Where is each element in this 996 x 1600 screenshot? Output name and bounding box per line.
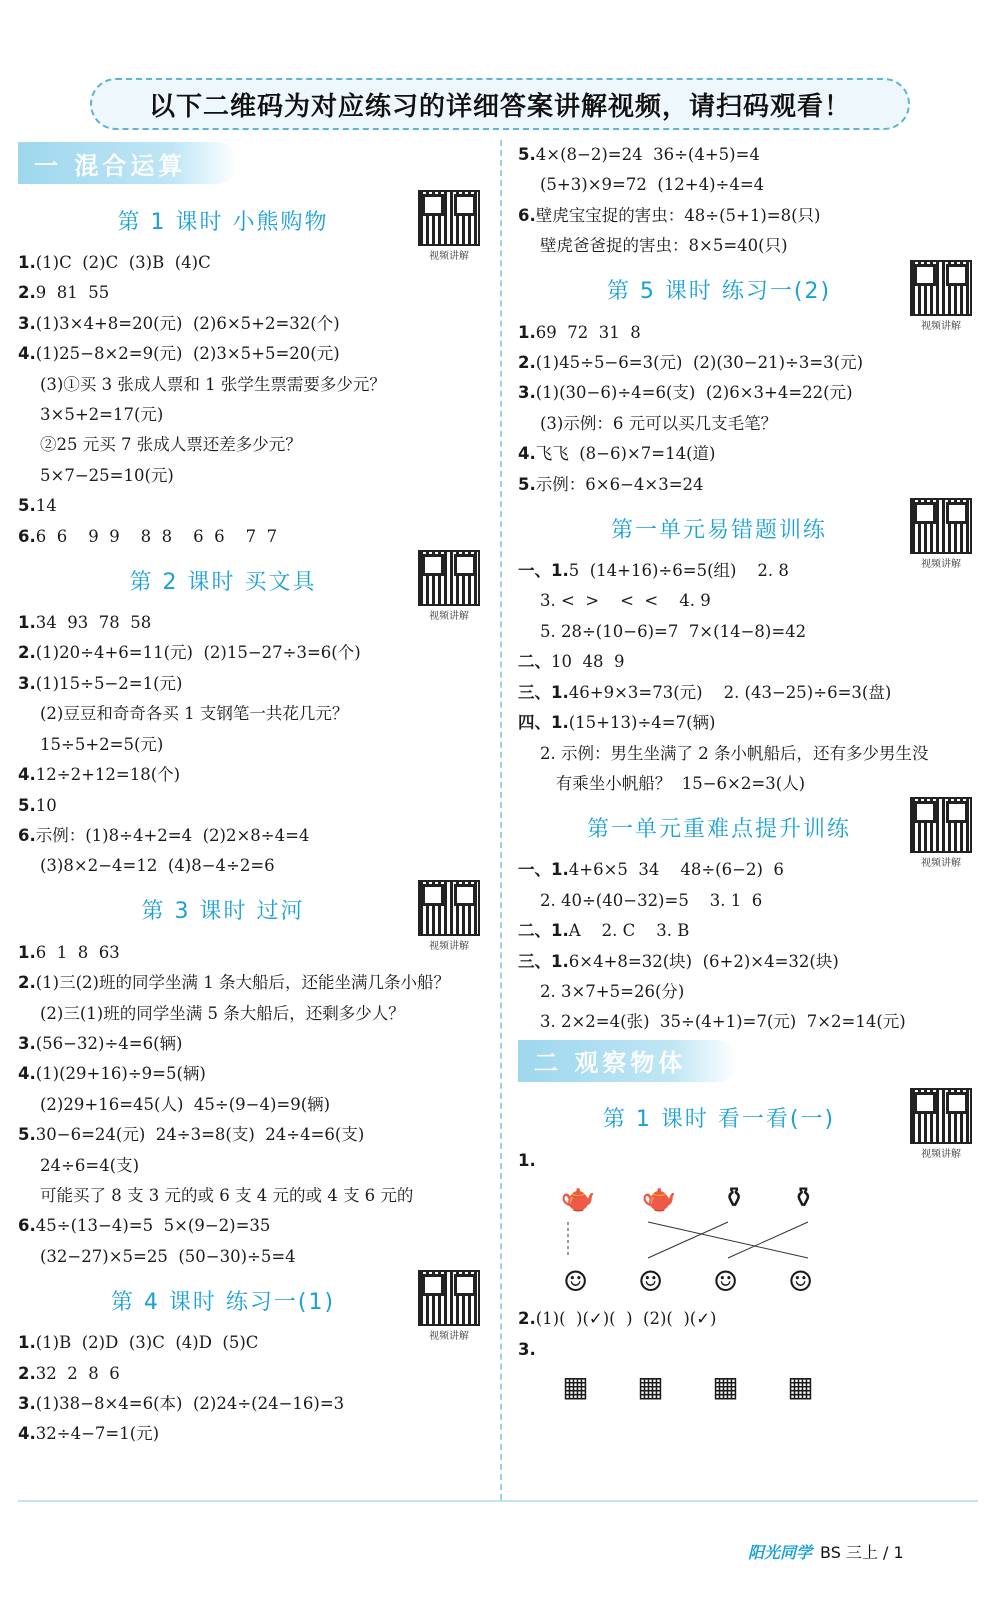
answer-text: (1)(29+16)÷9=5(辆) <box>35 1064 206 1084</box>
qr-code[interactable] <box>418 550 480 623</box>
question-number: 3. <box>18 1394 36 1413</box>
answer-text: 5×7−25=10(元) <box>40 465 174 485</box>
answer-line <box>18 309 488 339</box>
qr-code-icon <box>910 498 972 554</box>
qr-code-icon <box>418 550 480 606</box>
answer-list <box>18 248 488 552</box>
question-number: 2. <box>18 1363 36 1383</box>
question-number: 4. <box>18 765 36 785</box>
answer-text: 6 1 8 63 <box>35 942 120 962</box>
question-number: 4. <box>18 1064 36 1084</box>
answer-text: (1)B (2)D (3)C (4)D (5)C <box>35 1333 259 1353</box>
answer-text: 32 2 8 6 <box>35 1363 120 1383</box>
question-number: 4. <box>18 344 36 364</box>
lesson-title: 第 5 课时 练习一(2) <box>606 279 832 305</box>
qr-code[interactable] <box>418 190 480 260</box>
qr-code-icon <box>418 190 480 246</box>
answer-line <box>18 522 488 552</box>
answer-text: 9 81 55 <box>35 283 110 303</box>
answer-text: 24÷6=4(支) <box>40 1155 140 1175</box>
answer-text: (1)38−8×4=6(本) (2)24÷(24−16)=3 <box>35 1394 345 1413</box>
answer-line <box>18 1359 488 1389</box>
answer-line <box>18 430 488 460</box>
answer-text: 69 72 31 8 <box>535 322 641 342</box>
qr-label: 视频讲解 <box>429 251 469 262</box>
answer-text: (1)45÷5−6=3(元) (2)(30−21)÷3=3(元) <box>535 353 864 373</box>
matching-lines <box>538 1220 858 1260</box>
answer-line <box>518 708 980 738</box>
answer-text: (1)(30−6)÷4=6(支) (2)6×3+4=22(元) <box>535 383 853 403</box>
question-number: 2. <box>18 973 36 993</box>
answer-line <box>518 439 980 469</box>
match-line <box>648 1222 728 1258</box>
answer-text: (1)15÷5−2=1(元) <box>35 673 183 693</box>
answer-text: 45÷(13−4)=5 5×(9−2)=35 <box>35 1216 271 1236</box>
child-face-icon: ☺ <box>787 1265 814 1299</box>
question-number: 2. <box>518 353 536 373</box>
question-number: 5. <box>18 795 36 815</box>
question-number: 四、1. <box>518 713 569 733</box>
answer-text: 示例：6×6−4×3=24 <box>535 474 704 494</box>
answer-text: 46+9×3=73(元) 2. (43−25)÷6=3(盘) <box>568 682 892 702</box>
qr-label: 视频讲解 <box>429 940 469 952</box>
answer-line <box>18 400 488 430</box>
answer-line <box>518 170 980 200</box>
answer-text: (1)三(2)班的同学坐满 1 条大船后，还能坐满几条小船？ <box>35 973 450 993</box>
answer-line <box>18 669 488 699</box>
question-number: 5. <box>518 474 536 494</box>
picture-card-icon: ▦ <box>562 1369 589 1403</box>
qr-label: 视频讲解 <box>921 320 961 332</box>
match-line <box>728 1222 808 1258</box>
unit-header-2: 二 观察物体 <box>518 1040 738 1082</box>
answer-line <box>518 1007 980 1037</box>
answer-text: 4×(8−2)=24 36÷(4+5)=4 <box>535 145 760 164</box>
question-number: 三、1. <box>518 682 569 702</box>
answer-text: 壁虎宝宝捉的害虫：48÷(5+1)=8(只) <box>535 205 821 225</box>
answer-text: (3)①买 3 张成人票和 1 张学生票需要多少元？ <box>40 374 386 394</box>
answer-line <box>518 617 980 647</box>
question-3 <box>518 1335 980 1365</box>
qr-label: 视频讲解 <box>429 1331 469 1343</box>
answer-line <box>518 470 980 500</box>
answer-line <box>518 947 980 977</box>
lesson-title: 第一单元易错题训练 <box>610 517 827 543</box>
answer-list <box>518 556 980 799</box>
child-face-icon: ☺ <box>637 1265 664 1299</box>
answer-line <box>518 916 980 946</box>
question-number: 6. <box>18 825 36 845</box>
question-number: 二、 <box>518 652 551 672</box>
answer-text: 可能买了 8 支 3 元的或 6 支 4 元的或 4 支 6 元的 <box>40 1185 414 1205</box>
answer-line <box>518 378 980 408</box>
answer-text: (15+13)÷4=7(辆) <box>568 713 716 733</box>
answer-text: (32−27)×5=25 (50−30)÷5=4 <box>40 1246 296 1266</box>
answer-line <box>18 1090 488 1120</box>
answer-line <box>18 791 488 821</box>
qr-code-icon <box>910 1088 972 1144</box>
answer-line <box>518 586 980 616</box>
answer-text: (3)8×2−4=12 (4)8−4÷2=6 <box>40 856 275 876</box>
qr-label: 视频讲解 <box>921 559 961 571</box>
lesson-title: 第 2 课时 买文具 <box>129 569 317 595</box>
question-number: 一、1. <box>518 860 569 880</box>
answer-text: (2)29+16=45(人) 45÷(9−4)=9(辆) <box>40 1094 331 1114</box>
answer-text: 12÷2+12=18(个) <box>35 765 181 785</box>
answer-text: 3×5+2=17(元) <box>40 405 164 425</box>
answer-text: 有乘坐小帆船？ 15−6×2=3(人) <box>540 773 806 793</box>
picture-card-icon: ▦ <box>712 1369 739 1403</box>
answer-line <box>518 647 980 677</box>
qr-code[interactable] <box>418 880 480 950</box>
answer-line <box>518 769 980 799</box>
question-number: 二、1. <box>518 921 569 941</box>
banner-text: 以下二维码为对应练习的详细答案讲解视频，请扫码观看！ <box>148 91 851 122</box>
answer-line <box>518 140 980 170</box>
answer-text: 3. < > < < 4. 9 <box>540 591 711 611</box>
answer-text: 5 (14+16)÷6=5(组) 2. 8 <box>568 561 789 581</box>
answer-text: (1)3×4+8=20(元) (2)6×5+2=32(个) <box>35 313 340 333</box>
answer-line <box>18 370 488 400</box>
brand-logo: 阳光同学 <box>748 1543 813 1562</box>
left-column <box>18 140 488 1450</box>
qr-code-icon <box>910 797 972 853</box>
answer-text: 34 93 78 58 <box>35 613 152 633</box>
match-line <box>648 1222 808 1258</box>
answer-line <box>18 1389 488 1419</box>
answer-line <box>18 968 488 998</box>
answer-text: ②25 元买 7 张成人票还差多少元？ <box>40 435 302 455</box>
answer-text: 示例：(1)8÷4+2=4 (2)2×8÷4=4 <box>35 825 310 845</box>
answer-line <box>18 730 488 760</box>
answer-line <box>518 886 980 916</box>
question-number: 2. <box>18 283 36 303</box>
column-divider <box>500 140 502 1500</box>
lesson-title: 第 1 课时 看一看(一) <box>602 1107 836 1133</box>
answer-list <box>18 608 488 882</box>
question-number: 3. <box>18 313 36 333</box>
child-face-icon: ☺ <box>712 1265 739 1299</box>
lesson-title: 第 4 课时 练习一(1) <box>110 1289 336 1315</box>
question-number: 6. <box>18 526 36 546</box>
qr-code-icon <box>910 260 972 316</box>
question-number: 3. <box>18 673 36 693</box>
answer-text: (5+3)×9=72 (12+4)÷4=4 <box>540 175 765 195</box>
teapot-icon: 🫖 <box>641 1181 677 1215</box>
question-number: 1. <box>18 253 36 272</box>
page-number: BS 三上 / 1 <box>820 1543 904 1562</box>
answer-text: 6×4+8=32(块) (6+2)×4=32(块) <box>568 951 839 971</box>
footer-rule <box>18 1500 978 1502</box>
answer-line <box>18 760 488 790</box>
question-number: 1. <box>18 942 36 962</box>
answer-text: 飞飞 (8−6)×7=14(道) <box>535 444 716 464</box>
answer-text: (1)( )(✓)( ) (2)( )(✓) <box>535 1309 717 1329</box>
question-2 <box>518 1304 980 1334</box>
answer-line <box>518 201 980 231</box>
question-number: 4. <box>18 1424 36 1444</box>
qr-code-icon <box>418 880 480 936</box>
question-number: 三、1. <box>518 951 569 971</box>
qr-label: 视频讲解 <box>921 1148 961 1160</box>
qr-instruction-banner <box>90 78 910 130</box>
answer-text: 14 <box>35 496 57 516</box>
answer-line <box>18 278 488 308</box>
qr-code[interactable] <box>910 1088 972 1158</box>
answer-line <box>18 1120 488 1150</box>
answer-line <box>18 461 488 491</box>
answer-list <box>18 1328 488 1450</box>
question-number: 3. <box>518 1339 536 1359</box>
question-number: 2. <box>18 643 36 663</box>
answer-text: 4+6×5 34 48÷(6−2) 6 <box>568 860 784 880</box>
answer-list <box>518 855 980 1037</box>
answer-list <box>518 318 980 500</box>
answer-text: A 2. C 3. B <box>568 921 690 941</box>
question-number: 4. <box>518 444 536 464</box>
question-number: 3. <box>18 1033 36 1053</box>
answer-line <box>18 1419 488 1449</box>
answer-line <box>18 851 488 881</box>
answer-line <box>518 231 980 261</box>
question-number: 1. <box>518 322 536 342</box>
answer-text: 壁虎爸爸捉的害虫：8×5=40(只) <box>540 236 788 256</box>
answer-line <box>18 638 488 668</box>
kettle-icon: ⚱ <box>791 1181 816 1215</box>
question-number: 1. <box>18 613 36 633</box>
answer-text: 2. 示例：男生坐满了 2 条小帆船后，还有多少男生没 <box>540 743 929 763</box>
answer-line <box>18 1151 488 1181</box>
answer-text: 3. 2×2=4(张) 35÷(4+1)=7(元) 7×2=14(元) <box>540 1012 906 1032</box>
unit-header-1: 一 混合运算 <box>18 142 238 184</box>
answer-line <box>18 1029 488 1059</box>
qr-code[interactable] <box>910 797 972 870</box>
right-column <box>518 140 980 1409</box>
question-number: 3. <box>518 383 536 403</box>
teapot-row <box>538 1176 838 1220</box>
kettle-icon: ⚱ <box>722 1181 746 1215</box>
question-number: 6. <box>18 1216 36 1236</box>
answer-text: 2. 40÷(40−32)=5 3. 1 6 <box>540 890 763 910</box>
answer-text: 32÷4−7=1(元) <box>35 1424 160 1444</box>
answer-line <box>518 977 980 1007</box>
answer-text: (1)C (2)C (3)B (4)C <box>35 253 211 272</box>
answer-line <box>18 1059 488 1089</box>
question-number: 1. <box>518 1150 536 1170</box>
answer-line <box>518 739 980 769</box>
answer-text: (2)豆豆和奇奇各买 1 支钢笔一共花几元？ <box>40 704 349 724</box>
question-number: 一、1. <box>518 561 569 581</box>
answer-text: 10 <box>35 795 57 815</box>
answer-line <box>518 348 980 378</box>
lesson-header-6 <box>518 1090 980 1160</box>
lesson-title: 第 3 课时 过河 <box>141 899 305 925</box>
question-number: 2. <box>518 1309 536 1329</box>
teapot-icon: 🫖 <box>560 1181 596 1215</box>
picture-card-row <box>538 1365 838 1409</box>
answer-line <box>518 678 980 708</box>
child-face-icon: ☺ <box>562 1265 589 1299</box>
answer-line <box>518 409 980 439</box>
answer-line <box>18 1242 488 1272</box>
answer-text: (1)20÷4+6=11(元) (2)15−27÷3=6(个) <box>35 643 361 663</box>
qr-label: 视频讲解 <box>429 611 469 623</box>
answer-line <box>18 339 488 369</box>
answer-line <box>18 999 488 1029</box>
answer-text: 30−6=24(元) 24÷3=8(支) 24÷4=6(支) <box>35 1125 365 1145</box>
qr-code[interactable] <box>910 260 972 330</box>
answer-text: 10 48 9 <box>551 652 625 672</box>
answer-text: 2. 3×7+5=26(分) <box>540 981 685 1001</box>
question-number: 6. <box>518 205 536 225</box>
answer-text: 15÷5+2=5(元) <box>40 734 164 754</box>
answer-list <box>518 140 980 262</box>
lesson-header-1 <box>18 192 488 262</box>
answer-text: (56−32)÷4=6(辆) <box>35 1033 183 1053</box>
answer-list <box>18 938 488 1272</box>
qr-code[interactable] <box>418 1270 480 1343</box>
answer-text: (3)示例：6 元可以买几支毛笔？ <box>540 413 778 433</box>
answer-text: (1)25−8×2=9(元) (2)3×5+5=20(元) <box>35 344 340 364</box>
question-number: 5. <box>518 145 536 164</box>
lesson-title: 第 1 课时 小熊购物 <box>117 209 329 235</box>
qr-code[interactable] <box>910 498 972 571</box>
question-number: 5. <box>18 1125 36 1145</box>
answer-line <box>18 1211 488 1241</box>
answer-line <box>18 821 488 851</box>
answer-text: 5. 28÷(10−6)=7 7×(14−8)=42 <box>540 621 807 641</box>
answer-line <box>18 491 488 521</box>
qr-label: 视频讲解 <box>921 858 961 870</box>
picture-card-icon: ▦ <box>637 1369 664 1403</box>
answer-line <box>18 699 488 729</box>
question-number: 5. <box>18 496 36 516</box>
qr-code-icon <box>418 1270 480 1326</box>
answer-text: 6 6 9 9 8 8 6 6 7 7 <box>35 526 278 546</box>
answer-line <box>18 1181 488 1211</box>
picture-card-icon: ▦ <box>787 1369 814 1403</box>
question-number: 1. <box>18 1333 36 1353</box>
child-face-row <box>538 1260 838 1304</box>
lesson-title: 第一单元重难点提升训练 <box>586 816 851 842</box>
answer-text: (2)三(1)班的同学坐满 5 条大船后，还剩多少人？ <box>40 1003 405 1023</box>
